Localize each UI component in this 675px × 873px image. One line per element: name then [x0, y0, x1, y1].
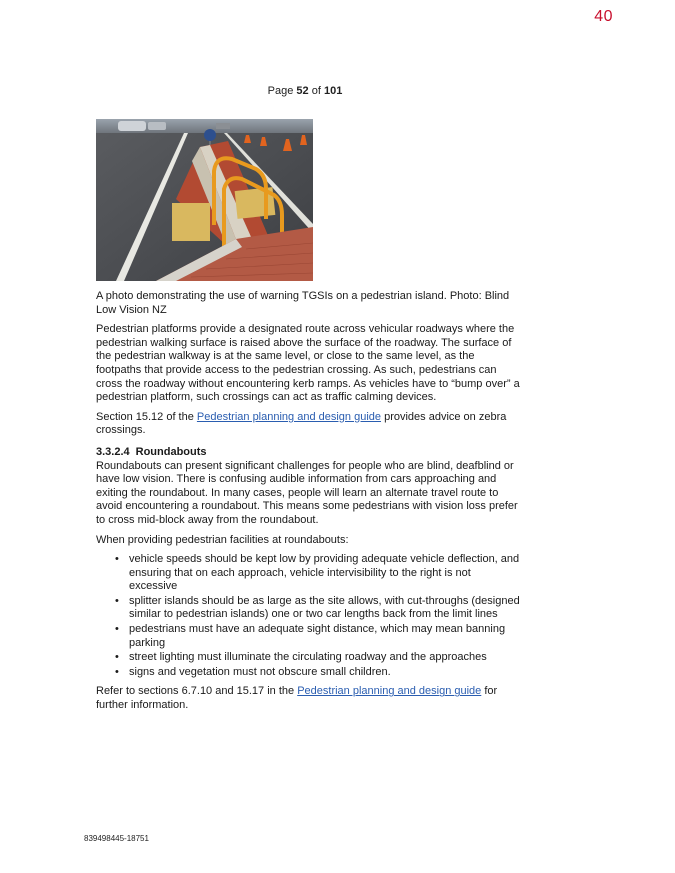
page-current: 52 [296, 85, 309, 97]
list-item: • signs and vegetation must not obscure small children. [129, 666, 521, 680]
page-of: of [308, 85, 324, 97]
body-content [96, 290, 521, 719]
section-heading-roundabouts [96, 446, 521, 460]
photo-caption: A photo demonstrating the use of warning TGSIs on a pedestrian island. Photo: Blind Low Vision NZ [96, 290, 510, 316]
document-id: 839498445-18751 [84, 834, 149, 843]
pedestrian-guide-link[interactable]: Pedestrian planning and design guide [196, 410, 382, 423]
list-item: • street lighting must illuminate the circulating roadway and the approaches [129, 651, 521, 665]
page-corner-number: 40 [594, 8, 613, 25]
section-number: 3.3.2.4 [96, 445, 130, 458]
photo-illustration [96, 119, 313, 281]
section-title: Roundabouts [135, 445, 207, 458]
page-indicator [0, 85, 610, 97]
pedestrian-island-photo [96, 119, 313, 281]
roundabout-guidance-list [96, 553, 521, 679]
paragraph-section-reference: Section 15.12 of the Pedestrian planning and design guide provides advice on zebra crossings. [96, 410, 507, 437]
pedestrian-guide-link[interactable]: Pedestrian planning and design guide [297, 685, 482, 698]
list-item: • vehicle speeds should be kept low by providing adequate vehicle deflection, and ensuring that on each approach, vehicle intervisibility to the right is not excessive [129, 553, 521, 594]
paragraph-roundabouts-lead: When providing pedestrian facilities at roundabouts: [96, 533, 349, 546]
page-prefix: Page [267, 85, 297, 97]
paragraph-refer: Refer to sections 6.7.10 and 15.17 in the Pedestrian planning and design guide for further information. [96, 685, 498, 712]
page-total: 101 [323, 85, 343, 97]
paragraph-pedestrian-platforms: Pedestrian platforms provide a designated route across vehicular roadways where the pedestrian walking surface is raised above the surface of the roadway. The surface of the pedestrian walkway is at the same level, or close to the same level, as the footpaths that provide access to the pedestrian crossing. As such, pedestrians can cross the roadway without encountering kerb ramps. As vehicles have to “bump over” a pedestrian platform, such crossings can act as traffic calming devices. [96, 323, 520, 404]
paragraph-roundabouts-intro: Roundabouts can present significant challenges for people who are blind, deafblind or have low vision. There is confusing audible information from cars approaching and exiting the roundabout. In many cases, people will learn an alternate travel route to avoid encountering a roundabout. This means some pedestrians with vision loss prefer to cross mid-block away from the roundabout. [96, 459, 518, 526]
list-item: • splitter islands should be as large as the site allows, with cut-throughs (designed similar to pedestrian islands) one or two car lengths back from the limit lines [129, 595, 521, 622]
list-item: • pedestrians must have an adequate sight distance, which may mean banning parking [129, 623, 521, 650]
